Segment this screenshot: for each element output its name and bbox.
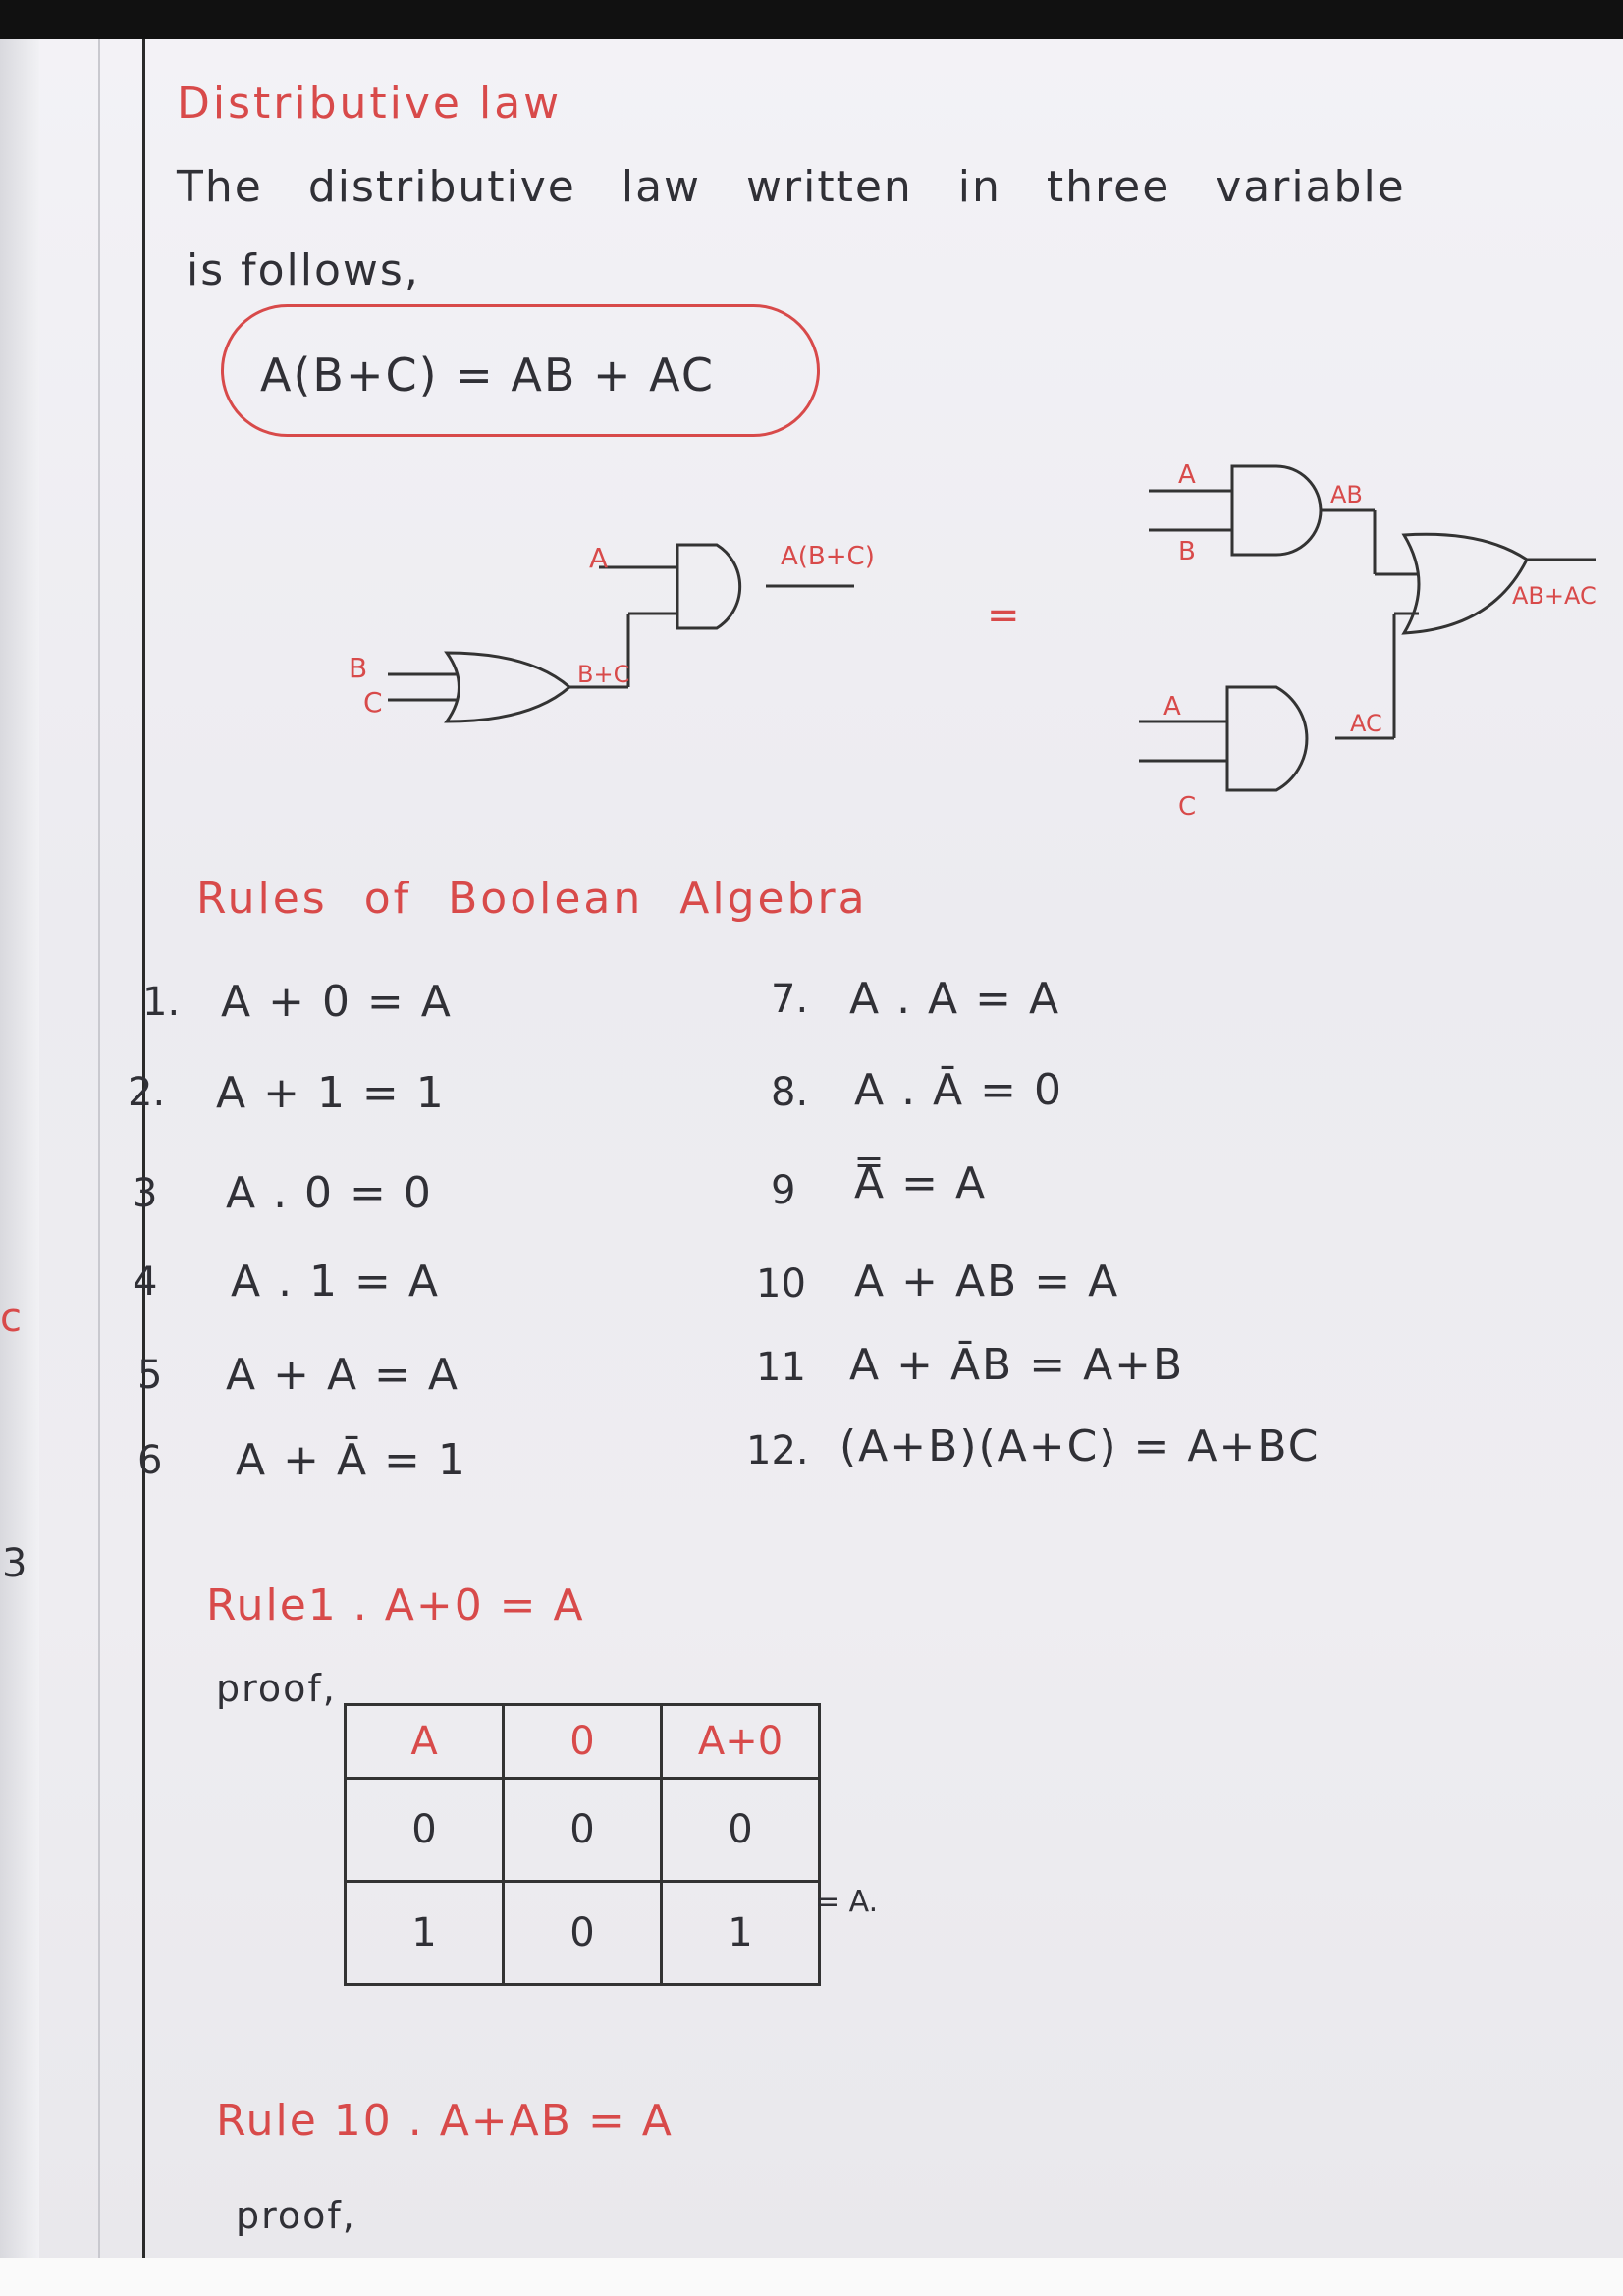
rule10-proof-label: proof, [236,2194,356,2237]
rule-expr: (A+B)(A+C) = A+BC [839,1421,1321,1471]
table-header-cell: 0 [504,1705,662,1779]
table-cell: 0 [662,1779,820,1882]
and-gate-left [677,545,740,628]
table-header-cell: A+0 [662,1705,820,1779]
rule-expr: A̿ = A [854,1158,988,1208]
label-left-a: A [589,542,609,574]
rule-expr: A + ĀB = A+B [849,1340,1185,1390]
rule-number: 8. [771,1070,809,1115]
label-ac: AC [1350,710,1382,737]
rule-expr: A + 0 = A [221,977,453,1027]
rule-number: 3 [133,1171,158,1216]
label-equals: = [987,593,1020,638]
rule-expr: A + A = A [226,1350,460,1400]
and-gate-top-right [1232,466,1321,555]
rule-number: 5 [137,1353,163,1398]
rule-number: 12. [746,1428,809,1473]
rule-expr: A . 0 = 0 [226,1168,433,1218]
label-right-c: C [1178,792,1197,822]
distributive-formula: A(B+C) = AB + AC [260,348,715,401]
table-header-cell: A [346,1705,504,1779]
or-gate-right [1404,534,1527,633]
rule1-proof-label: proof, [216,1667,337,1710]
table-row [346,1779,820,1882]
label-or-final: AB+AC [1512,582,1596,610]
rule-expr: A + AB = A [854,1256,1120,1307]
label-right-a1: A [1178,460,1196,490]
rule-expr: A . Ā = 0 [854,1065,1063,1115]
label-or-out: B+C [577,661,630,688]
rule-expr: A . 1 = A [231,1256,440,1307]
rule10-title: Rule 10 . A+AB = A [216,2096,674,2146]
bottom-band [0,2258,1623,2296]
rule-number: 6 [137,1438,163,1483]
table-row [346,1882,820,1985]
rule-number: 7. [771,977,809,1022]
label-and-out: A(B+C) [781,542,875,571]
intro-line-1: The distributive law written in three variable [177,162,1406,212]
and-gate-bottom-right [1227,687,1307,790]
table-header-row [346,1705,820,1779]
rule1-title: Rule1 . A+0 = A [206,1580,585,1630]
rule-number: 2. [128,1070,166,1115]
rule-number: 1. [142,980,181,1025]
table-cell: 0 [504,1779,662,1882]
rule-expr: A + 1 = 1 [216,1068,446,1118]
label-ab: AB [1330,481,1363,508]
rule-number: 9 [771,1168,796,1213]
logic-diagram [0,0,1623,883]
label-left-b: B [349,652,368,684]
page-heading: Distributive law [177,79,563,129]
rule-number: 11 [756,1345,806,1390]
rule-number: 10 [756,1261,806,1307]
label-right-b: B [1178,537,1196,566]
rule-expr: A . A = A [849,974,1061,1024]
label-right-a2: A [1163,692,1181,721]
table-cell: 0 [504,1882,662,1985]
rule-number: 4 [133,1259,158,1305]
rule-expr: A + Ā = 1 [236,1435,467,1485]
margin-mark-3: 3 [2,1541,27,1586]
rules-heading: Rules of Boolean Algebra [196,874,868,924]
table-cell: 1 [346,1882,504,1985]
rule1-result: = A. [815,1885,879,1919]
rule1-truth-table [344,1703,821,1986]
table-cell: 1 [662,1882,820,1985]
margin-mark-c: c [0,1296,22,1341]
label-left-c: C [363,686,383,719]
table-cell: 0 [346,1779,504,1882]
or-gate-left [447,653,569,721]
intro-line-2: is follows, [187,245,420,295]
